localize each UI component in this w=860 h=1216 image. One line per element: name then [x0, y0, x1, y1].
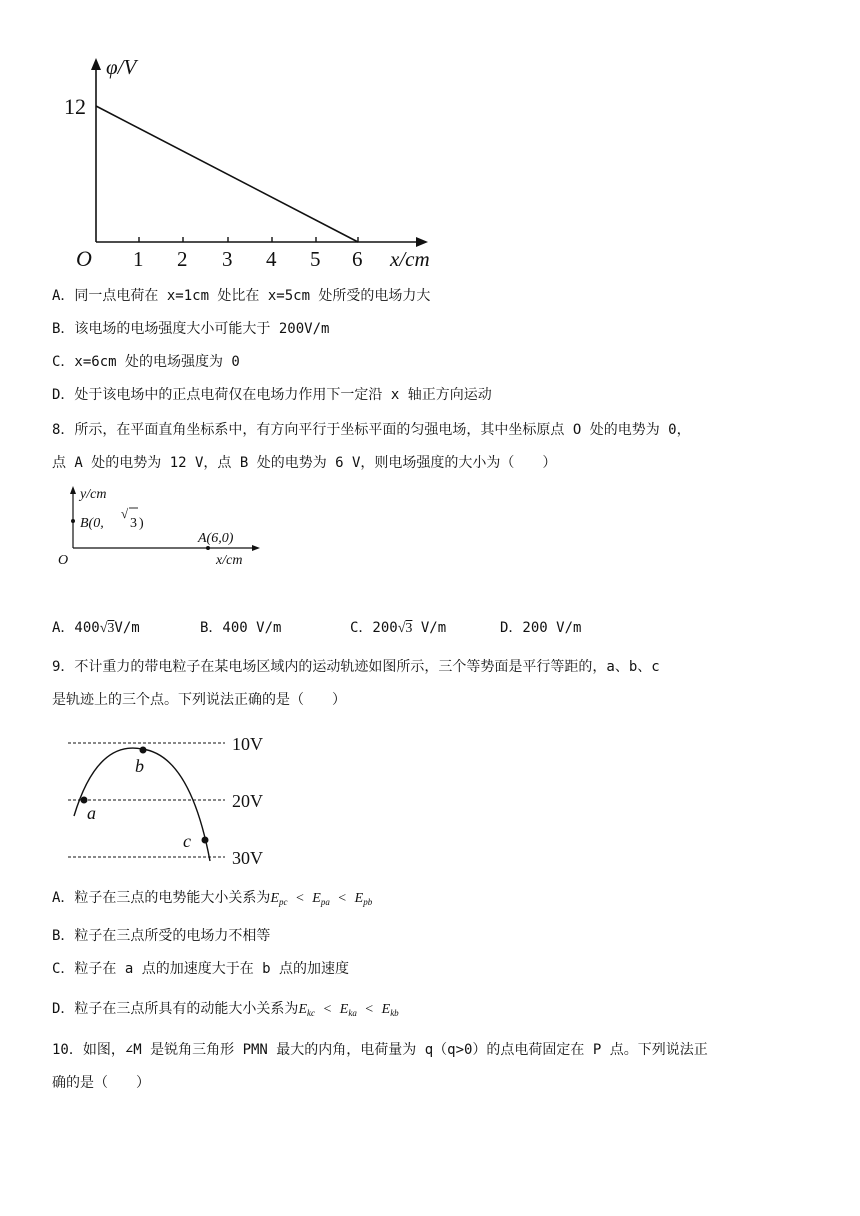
q8-x-label: x/cm [216, 553, 243, 568]
q7-option-c: C．x=6cm 处的电场强度为 0 [52, 354, 240, 370]
x-tick: 3 [222, 247, 233, 271]
point-a-dot [206, 546, 210, 550]
q7-option-d: D．处于该电场中的正点电荷仅在电场力作用下一定沿 x 轴正方向运动 [52, 387, 492, 403]
label-c: c [183, 831, 191, 851]
x-tick: 2 [177, 247, 188, 271]
y-axis-arrow-icon [91, 58, 101, 70]
q10-stem-line1: 10．如图，∠M 是锐角三角形 PMN 最大的内角，电荷量为 q（q>0）的点电荷固定在 P 点。下列说法正 [52, 1042, 708, 1058]
y-tick-12: 12 [64, 94, 86, 119]
point-b-sqrt-sign: √ [121, 506, 129, 521]
q8-option-a: A．400√3V/m [52, 620, 140, 636]
point-b-sqrt3: 3 [130, 516, 137, 531]
q9-trajectory-figure [60, 730, 290, 870]
q8-stem-line2: 点 A 处的电势为 12 V，点 B 处的电势为 6 V，则电场强度的大小为（ ） [52, 455, 557, 471]
label-30v: 30V [232, 848, 263, 868]
point-b-dot [140, 747, 147, 754]
x-axis-arrow-icon [416, 237, 428, 247]
q8-coordinate-figure [54, 482, 264, 572]
q9-option-b: B．粒子在三点所受的电场力不相等 [52, 928, 271, 944]
point-a-label: A(6,0) [198, 531, 234, 546]
potential-graph [60, 50, 450, 280]
q9-stem-line1: 9．不计重力的带电粒子在某电场区域内的运动轨迹如图所示，三个等势面是平行等距的，a、b、c [52, 659, 660, 675]
y-axis-label: φ/V [106, 55, 137, 79]
label-10v: 10V [232, 734, 263, 754]
q7-option-a: A．同一点电荷在 x=1cm 处比在 x=5cm 处所受的电场力大 [52, 288, 431, 304]
q8-option-d: D．200 V/m [500, 620, 582, 636]
label-a: a [87, 803, 96, 823]
q8-stem-line1: 8．所示，在平面直角坐标系中，有方向平行于坐标平面的匀强电场，其中坐标原点 O 处的电势为 0， [52, 422, 691, 438]
q9-option-c: C．粒子在 a 点的加速度大于在 b 点的加速度 [52, 961, 349, 977]
q9-option-d: D．粒子在三点所具有的动能大小关系为$E_{kc} < E_{ka} < E_{kb}$ [52, 1001, 399, 1018]
q8-origin-label: O [58, 553, 69, 568]
potential-line [96, 106, 358, 242]
q7-option-b: B．该电场的电场强度大小可能大于 200V/m [52, 321, 330, 337]
q8-option-c: C．200√3 V/m [350, 620, 447, 636]
origin-label: O [76, 246, 92, 271]
q9-stem-line2: 是轨迹上的三个点。下列说法正确的是（ ） [52, 692, 346, 708]
label-b: b [135, 756, 144, 776]
q10-stem-line2: 确的是（ ） [52, 1075, 150, 1091]
q8-option-b: B．400 V/m [200, 620, 282, 636]
x-tick: 6 [352, 247, 363, 271]
q9-option-a: A．粒子在三点的电势能大小关系为$E_{pc} < E_{pa} < E_{pb}$ [52, 890, 373, 907]
x-tick: 4 [266, 247, 277, 271]
x-tick: 5 [310, 247, 321, 271]
x-tick: 1 [133, 247, 144, 271]
point-c-dot [202, 837, 209, 844]
label-20v: 20V [232, 791, 263, 811]
q8-x-arrow-icon [252, 545, 260, 551]
point-b-dot [71, 519, 75, 523]
point-b-label: B(0, [80, 516, 104, 531]
x-axis-label: x/cm [390, 247, 430, 271]
q8-y-arrow-icon [70, 486, 76, 494]
q8-y-label: y/cm [80, 487, 107, 502]
point-b-paren: ) [139, 516, 144, 531]
